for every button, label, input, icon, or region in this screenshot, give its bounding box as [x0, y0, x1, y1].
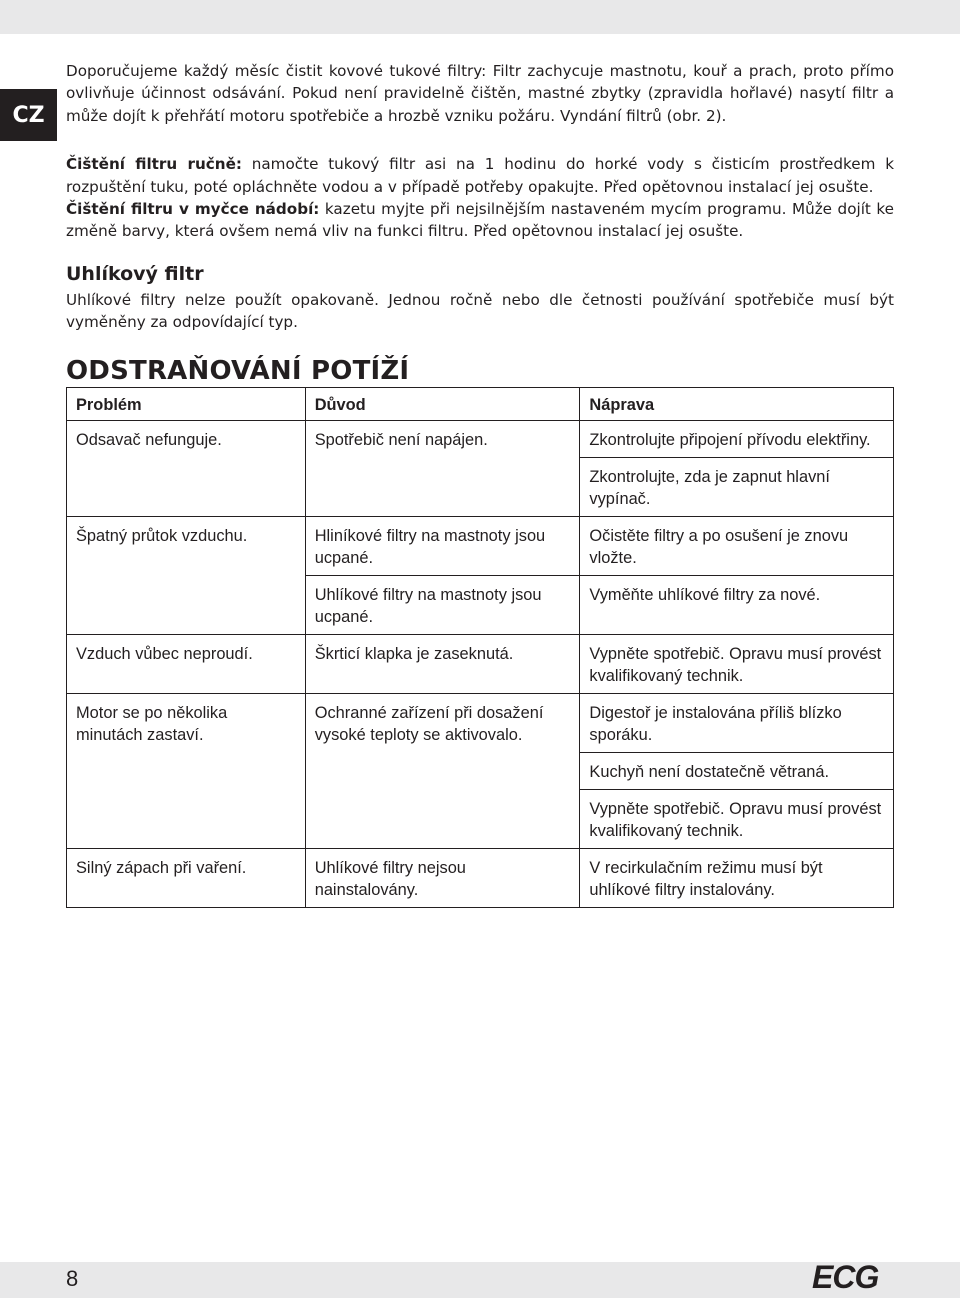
paragraph-filter-cleaning: Doporučujeme každý měsíc čistit kovové tukové filtry: Filtr zachycuje mastnotu, kouř a prach, proto přímo ovlivňuje účinnost odsávání. Pokud není pravidelně čištěn, mastné zbytky (zpravidla hořlavé) nasytí filtr a může dojít k přehřátí motoru spotřebiče a hrozbě vzniku požáru. Vyndání filtrů (obr. 2). — [66, 62, 894, 125]
problem-cell: Špatný průtok vzduchu. — [67, 517, 306, 635]
page-content — [66, 60, 894, 386]
fix-cell: Zkontrolujte připojení přívodu elektřiny. — [580, 421, 894, 458]
top-band — [0, 0, 960, 34]
problem-cell: Vzduch vůbec neproudí. — [67, 635, 306, 694]
fix-cell: Vypněte spotřebič. Opravu musí provést kvalifikovaný technik. — [580, 790, 894, 849]
manual-cleaning-label: Čištění filtru ručně: — [66, 155, 242, 174]
problem-cell: Odsavač nefunguje. — [67, 421, 306, 517]
header-fix: Náprava — [580, 388, 894, 421]
problem-cell: Silný zápach při vaření. — [67, 849, 306, 908]
reason-cell: Ochranné zařízení při dosažení vysoké teploty se aktivovalo. — [305, 694, 580, 849]
fix-cell: Vyměňte uhlíkové filtry za nové. — [580, 576, 894, 635]
paragraph-manual-cleaning — [66, 153, 894, 198]
reason-cell: Uhlíkové filtry nejsou nainstalovány. — [305, 849, 580, 908]
reason-cell: Hliníkové filtry na mastnoty jsou ucpané. — [305, 517, 580, 576]
table-row — [67, 635, 894, 694]
fix-cell: Kuchyň není dostatečně větraná. — [580, 753, 894, 790]
problem-cell: Motor se po několika minutách zastaví. — [67, 694, 306, 849]
manual-cleaning-text: namočte tukový filtr asi na 1 hodinu do horké vody s čisticím prostředkem k rozpuštění tuku, poté opláchněte vodou a v případě potřeby opakujte. Před opětovnou instalací jej osušte. — [66, 155, 895, 196]
dishwasher-cleaning-label: Čištění filtru v myčce nádobí: — [66, 200, 320, 219]
fix-cell: V recirkulačním režimu musí být uhlíkové filtry instalovány. — [580, 849, 894, 908]
table-header-row — [67, 388, 894, 421]
reason-cell: Škrticí klapka je zaseknutá. — [305, 635, 580, 694]
reason-cell: Uhlíkové filtry na mastnoty jsou ucpané. — [305, 576, 580, 635]
table-row — [67, 517, 894, 576]
header-problem: Problém — [67, 388, 306, 421]
carbon-filter-text: Uhlíkové filtry nelze použít opakovaně. Jednou ročně nebo dle četnosti používání spotřebiče musí být vyměněny za odpovídající typ. — [66, 290, 894, 332]
troubleshooting-table — [66, 387, 894, 908]
table-row — [67, 694, 894, 753]
language-tab: CZ — [0, 89, 57, 141]
dishwasher-cleaning-text: kazetu myjte při nejsilnějším nastaveném mycím programu. Může dojít ke změně barvy, která ovšem nemá vliv na funkci filtru. Před opětovnou instalací jej osušte. — [66, 200, 894, 241]
reason-cell: Spotřebič není napájen. — [305, 421, 580, 517]
table-row — [67, 849, 894, 908]
table-row — [67, 421, 894, 458]
page-number: 8 — [66, 1266, 79, 1291]
fix-cell: Vypněte spotřebič. Opravu musí provést kvalifikovaný technik. — [580, 635, 894, 694]
fix-cell: Zkontrolujte, zda je zapnut hlavní vypínač. — [580, 458, 894, 517]
carbon-filter-heading: Uhlíkový filtr — [66, 262, 204, 285]
troubleshooting-heading: ODSTRAŇOVÁNÍ POTÍŽÍ — [66, 355, 410, 386]
fix-cell: Očistěte filtry a po osušení je znovu vložte. — [580, 517, 894, 576]
brand-logo: ECG — [812, 1259, 879, 1295]
fix-cell: Digestoř je instalována příliš blízko sporáku. — [580, 694, 894, 753]
paragraph-dishwasher-cleaning — [66, 198, 894, 243]
header-reason: Důvod — [305, 388, 580, 421]
